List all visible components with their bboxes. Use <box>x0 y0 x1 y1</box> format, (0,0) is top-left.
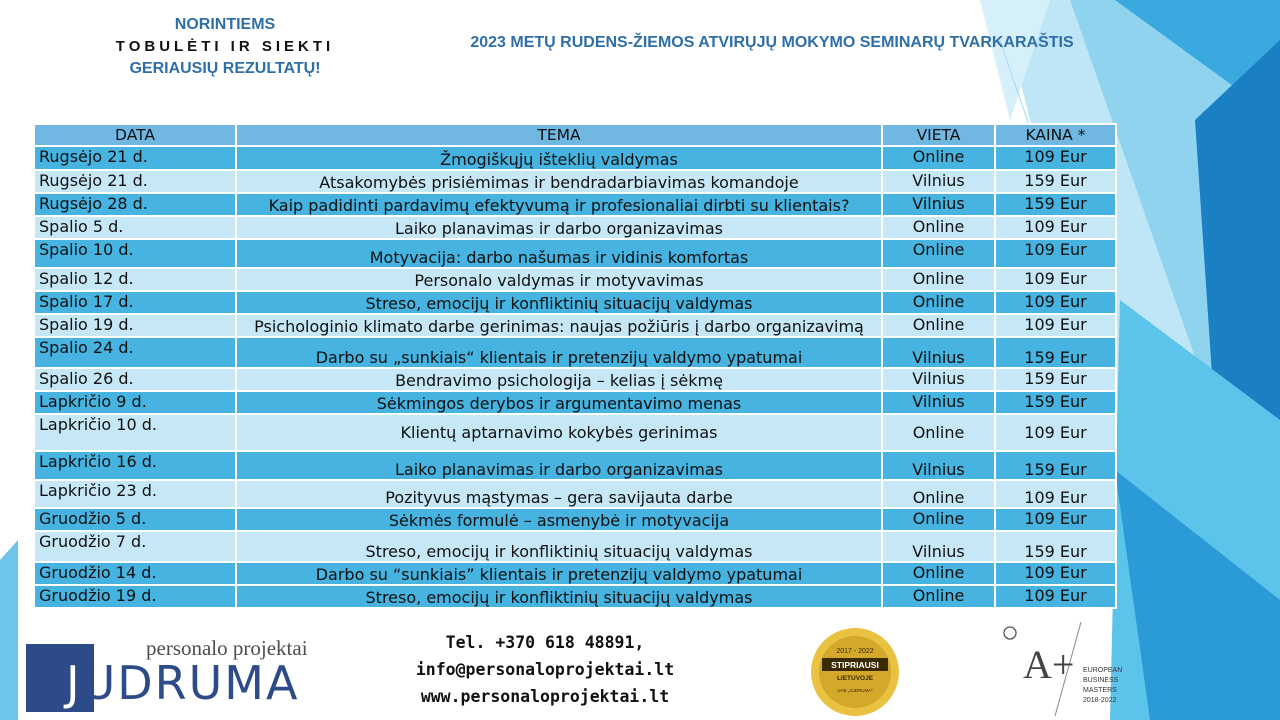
cell-place: Online <box>882 146 995 170</box>
cell-topic: Sėkmingos derybos ir argumentavimo menas <box>236 391 882 414</box>
cell-topic: Sėkmės formulė – asmenybė ir motyvacija <box>236 508 882 531</box>
cell-place: Online <box>882 239 995 268</box>
cell-place: Online <box>882 480 995 508</box>
cell-topic: Kaip padidinti pardavimų efektyvumą ir profesionaliai dirbti su klientais? <box>236 193 882 216</box>
contact-email[interactable]: info@personaloprojektai.lt <box>415 660 675 679</box>
column-header-price: KAINA * <box>995 124 1116 146</box>
cell-price: 109 Eur <box>995 480 1116 508</box>
table-row <box>34 170 1116 193</box>
cell-price: 159 Eur <box>995 193 1116 216</box>
logo-wordmark <box>66 656 299 710</box>
cell-date: Spalio 26 d. <box>34 368 236 391</box>
cell-price: 159 Eur <box>995 368 1116 391</box>
cell-topic: Atsakomybės prisiėmimas ir bendradarbiavimas komandoje <box>236 170 882 193</box>
globe-icon <box>1004 627 1016 639</box>
cell-price: 109 Eur <box>995 268 1116 291</box>
table-row <box>34 562 1116 585</box>
cell-topic: Psichologinio klimato darbe gerinimas: naujas požiūris į darbo organizavimą <box>236 314 882 337</box>
cell-topic: Streso, emocijų ir konfliktinių situacijų valdymas <box>236 291 882 314</box>
cell-topic: Motyvacija: darbo našumas ir vidinis komfortas <box>236 239 882 268</box>
table-header-row <box>34 124 1116 146</box>
cell-price: 159 Eur <box>995 170 1116 193</box>
european-business-masters-award <box>995 620 1123 718</box>
contact-website[interactable]: www.personaloprojektai.lt <box>420 687 670 706</box>
cell-price: 159 Eur <box>995 531 1116 562</box>
cell-topic: Klientų aptarnavimo kokybės gerinimas <box>236 414 882 451</box>
award-mark: A+ <box>1023 642 1075 687</box>
cell-date: Lapkričio 10 d. <box>34 414 236 451</box>
cell-date: Gruodžio 5 d. <box>34 508 236 531</box>
column-header-date: DATA <box>34 124 236 146</box>
slogan-line-3: GERIAUSIŲ REZULTATŲ! <box>129 60 321 77</box>
cell-date: Rugsėjo 28 d. <box>34 193 236 216</box>
cell-price: 109 Eur <box>995 508 1116 531</box>
contact-phone: Tel. +370 618 48891, <box>445 633 645 652</box>
table-row <box>34 531 1116 562</box>
cell-price: 159 Eur <box>995 337 1116 368</box>
cell-place: Online <box>882 508 995 531</box>
slogan-line-2: TOBULĖTI IR SIEKTI <box>115 38 335 55</box>
cell-place: Online <box>882 314 995 337</box>
cell-price: 109 Eur <box>995 414 1116 451</box>
award-line-2: BUSINESS <box>1083 677 1119 684</box>
cell-place: Vilnius <box>882 193 995 216</box>
cell-date: Spalio 12 d. <box>34 268 236 291</box>
cell-topic: Žmogiškųjų išteklių valdymas <box>236 146 882 170</box>
cell-place: Online <box>882 585 995 608</box>
table-row <box>34 414 1116 451</box>
cell-date: Spalio 24 d. <box>34 337 236 368</box>
cell-price: 109 Eur <box>995 585 1116 608</box>
cell-price: 159 Eur <box>995 391 1116 414</box>
badge-inner-circle <box>819 636 891 708</box>
company-logo <box>18 634 318 718</box>
logo-subtitle: personalo projektai <box>146 636 308 660</box>
table-row <box>34 193 1116 216</box>
page-title: 2023 METŲ RUDENS-ŽIEMOS ATVIRŲJŲ MOKYMO SEMINARŲ TVARKARAŠTIS <box>470 34 1074 51</box>
cell-price: 109 Eur <box>995 562 1116 585</box>
cell-date: Lapkričio 23 d. <box>34 480 236 508</box>
cell-topic: Bendravimo psichologija – kelias į sėkmę <box>236 368 882 391</box>
slogan-line-1: NORINTIEMS <box>174 16 276 33</box>
award-line-3: MASTERS <box>1083 687 1117 694</box>
logo-first-letter: J <box>66 656 82 710</box>
table-row <box>34 368 1116 391</box>
column-header-topic: TEMA <box>236 124 882 146</box>
table-row <box>34 480 1116 508</box>
schedule-table <box>33 123 1117 609</box>
badge-line-1: STIPRIAUSI <box>831 660 879 670</box>
cell-topic: Darbo su “sunkiais” klientais ir pretenzijų valdymo ypatumai <box>236 562 882 585</box>
cell-date: Gruodžio 19 d. <box>34 585 236 608</box>
table-row <box>34 314 1116 337</box>
cell-place: Vilnius <box>882 391 995 414</box>
column-header-place: VIETA <box>882 124 995 146</box>
cell-price: 109 Eur <box>995 239 1116 268</box>
cell-price: 159 Eur <box>995 451 1116 480</box>
award-line-1: EUROPEAN <box>1083 667 1123 674</box>
contact-info <box>385 629 705 710</box>
award-badge <box>810 627 900 717</box>
table-row <box>34 291 1116 314</box>
award-years: 2018-2022 <box>1083 697 1117 704</box>
cell-topic: Laiko planavimas ir darbo organizavimas <box>236 216 882 239</box>
cell-place: Online <box>882 562 995 585</box>
table-row <box>34 391 1116 414</box>
table-row <box>34 216 1116 239</box>
cell-place: Online <box>882 414 995 451</box>
logo-rest: UDRUMA <box>81 656 300 710</box>
cell-date: Gruodžio 7 d. <box>34 531 236 562</box>
cell-topic: Pozityvus mąstymas – gera savijauta darbe <box>236 480 882 508</box>
cell-price: 109 Eur <box>995 216 1116 239</box>
cell-place: Vilnius <box>882 531 995 562</box>
cell-place: Vilnius <box>882 337 995 368</box>
cell-topic: Personalo valdymas ir motyvavimas <box>236 268 882 291</box>
cell-price: 109 Eur <box>995 291 1116 314</box>
cell-date: Spalio 10 d. <box>34 239 236 268</box>
cell-date: Rugsėjo 21 d. <box>34 170 236 193</box>
cell-place: Vilnius <box>882 451 995 480</box>
cell-date: Spalio 5 d. <box>34 216 236 239</box>
cell-date: Lapkričio 16 d. <box>34 451 236 480</box>
slogan <box>95 14 355 80</box>
table-row <box>34 146 1116 170</box>
table-row <box>34 451 1116 480</box>
table-row <box>34 585 1116 608</box>
cell-price: 109 Eur <box>995 146 1116 170</box>
cell-topic: Laiko planavimas ir darbo organizavimas <box>236 451 882 480</box>
cell-topic: Darbo su „sunkiais“ klientais ir pretenzijų valdymo ypatumai <box>236 337 882 368</box>
cell-place: Online <box>882 216 995 239</box>
cell-date: Rugsėjo 21 d. <box>34 146 236 170</box>
table-row <box>34 508 1116 531</box>
cell-date: Spalio 17 d. <box>34 291 236 314</box>
table-row <box>34 268 1116 291</box>
cell-place: Vilnius <box>882 368 995 391</box>
cell-price: 109 Eur <box>995 314 1116 337</box>
cell-place: Vilnius <box>882 170 995 193</box>
table-row <box>34 239 1116 268</box>
badge-line-2: LIETUVOJE <box>836 675 874 682</box>
cell-place: Online <box>882 268 995 291</box>
cell-topic: Streso, emocijų ir konfliktinių situacijų valdymas <box>236 531 882 562</box>
cell-place: Online <box>882 291 995 314</box>
badge-years: 2017 - 2022 <box>836 648 874 655</box>
table-row <box>34 337 1116 368</box>
cell-topic: Streso, emocijų ir konfliktinių situacijų valdymas <box>236 585 882 608</box>
cell-date: Gruodžio 14 d. <box>34 562 236 585</box>
cell-date: Lapkričio 9 d. <box>34 391 236 414</box>
badge-company: UAB „JUDRUMA" <box>837 688 873 693</box>
cell-date: Spalio 19 d. <box>34 314 236 337</box>
